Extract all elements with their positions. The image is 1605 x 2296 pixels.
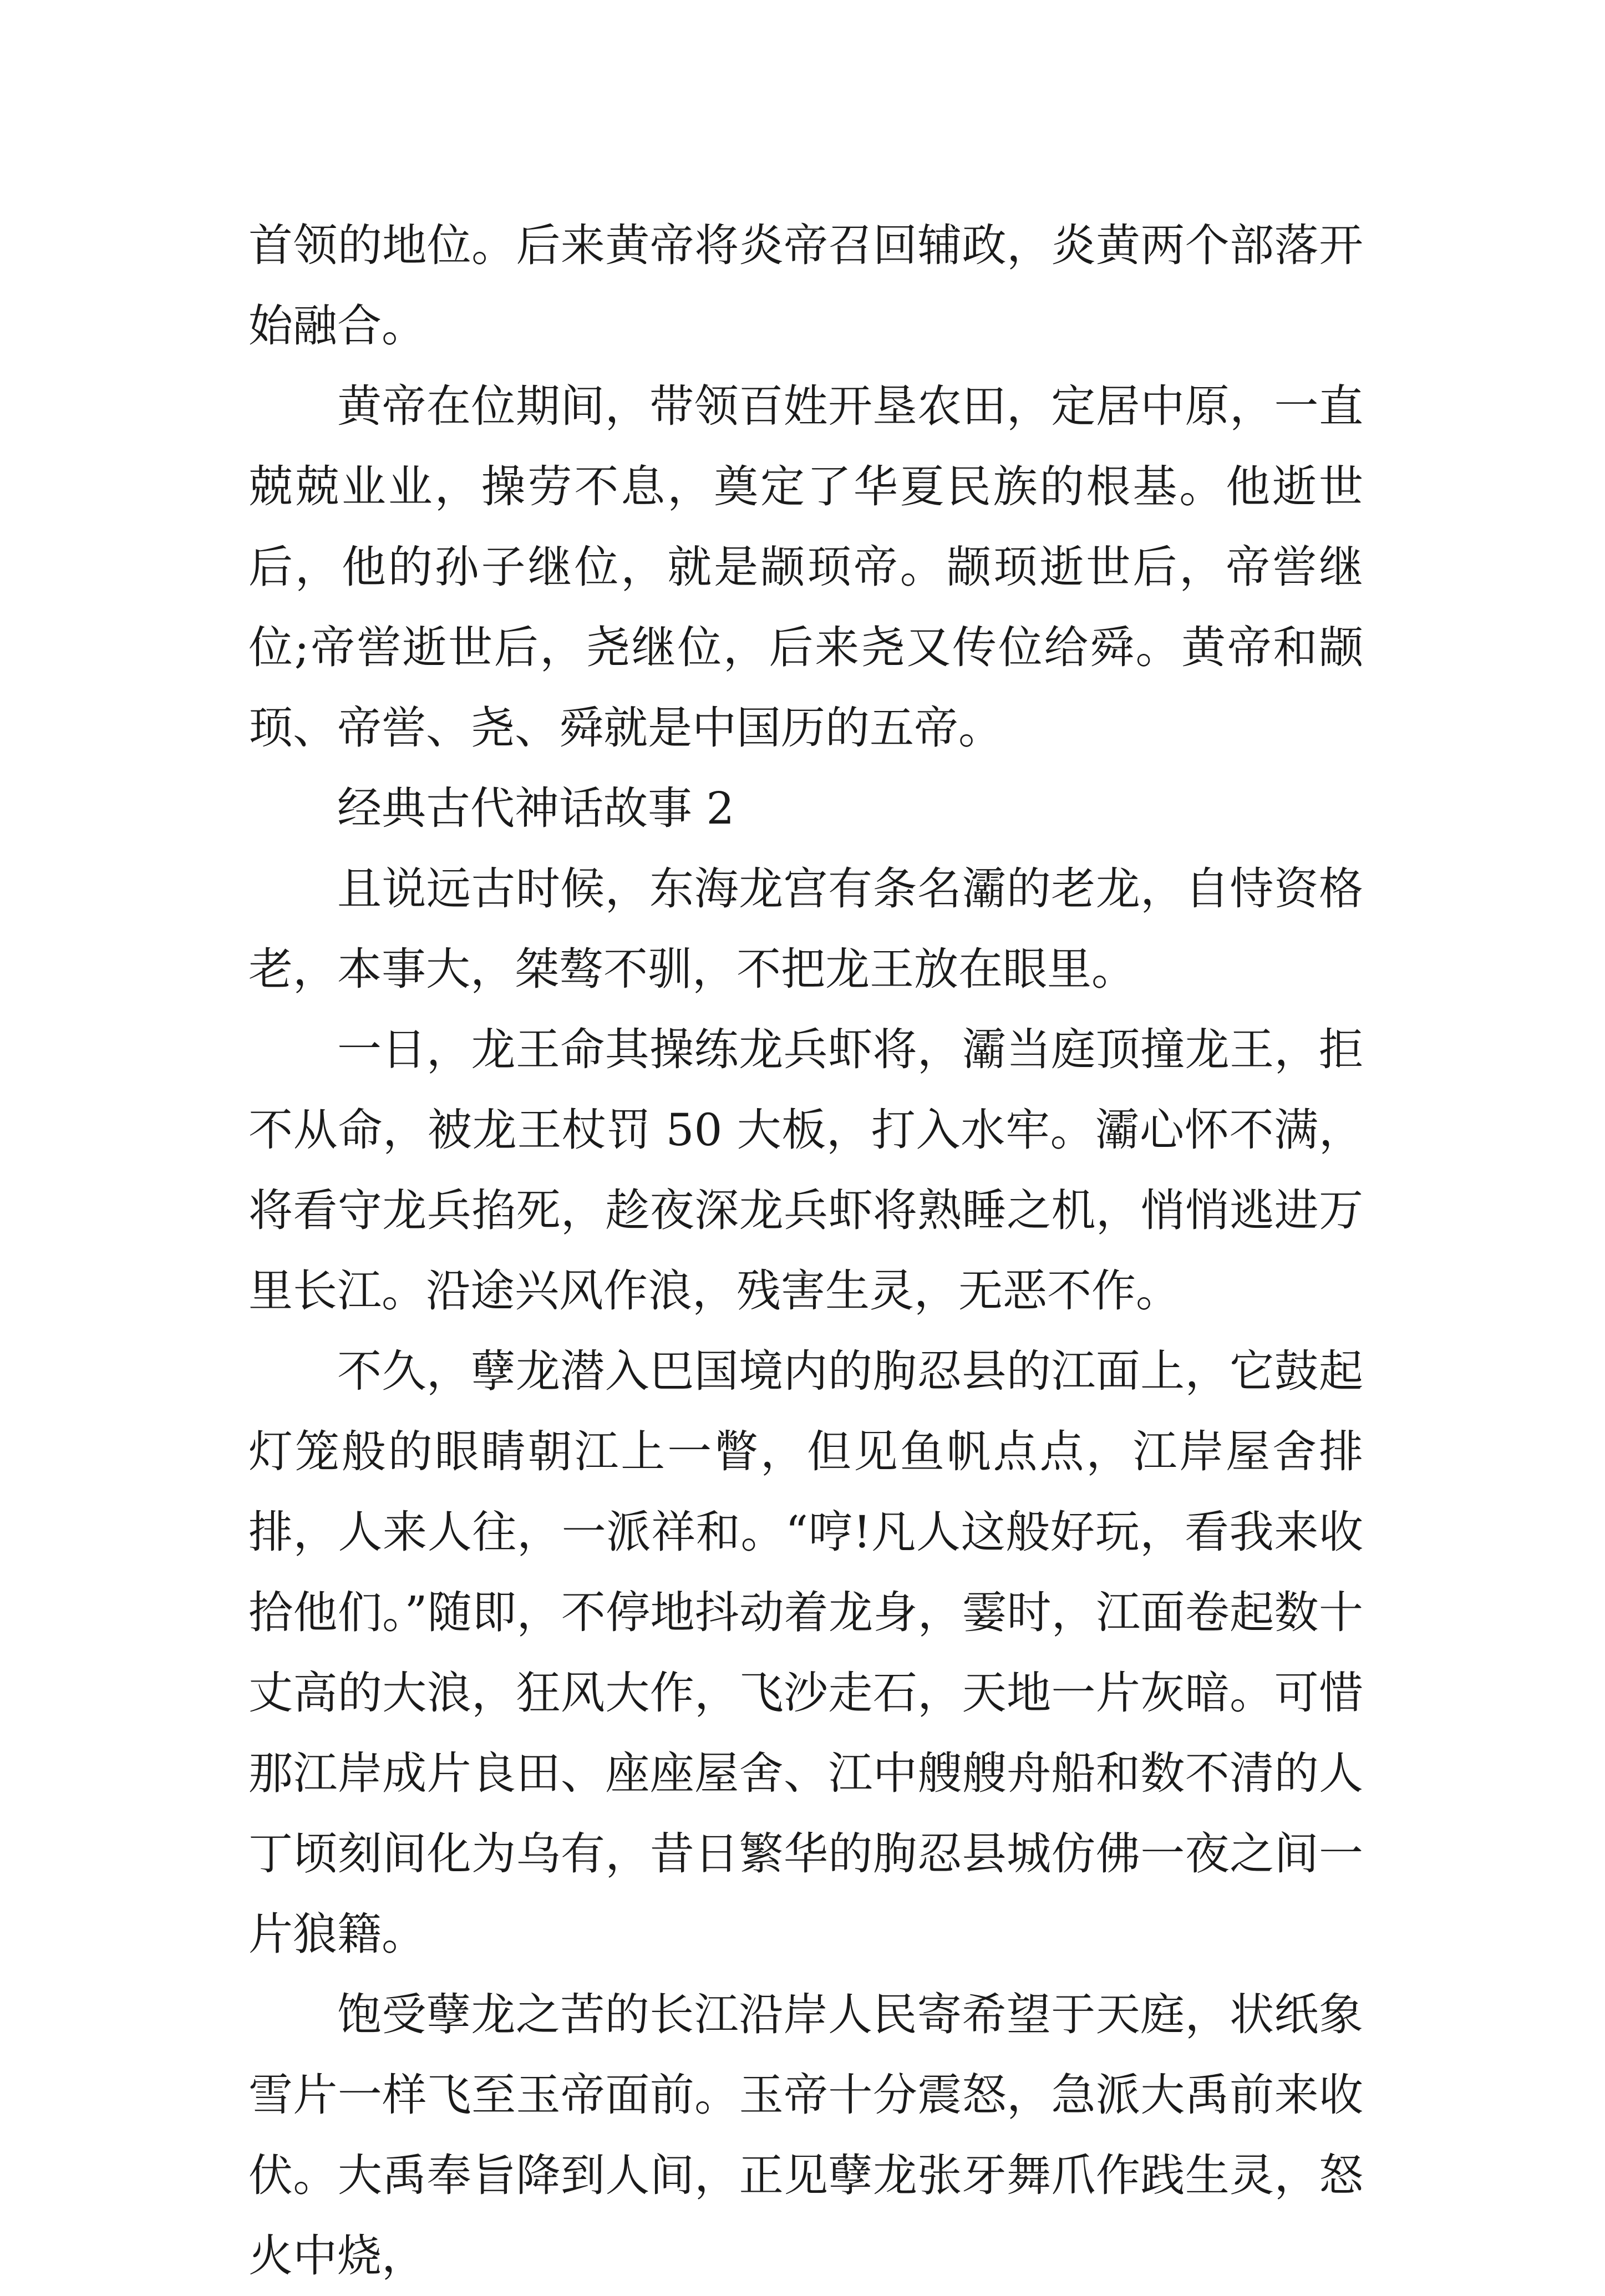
section-heading: 经典古代神话故事 2 [337,783,735,834]
document-body [248,205,1363,2296]
paragraph-old-dragon: 且说远古时候，东海龙宫有条名灞的老龙，自恃资格老，本事大，桀骜不驯，不把龙王放在眼里。 [248,863,1363,995]
paragraph-dragon-havoc: 不久，孽龙潜入巴国境内的朐忍县的江面上，它鼓起灯笼般的眼睛朝江上一瞥，但见鱼帆点点，江岸屋舍排排，人来人往，一派祥和。“哼!凡人这般好玩，看我来收拾他们。”随即，不停地抖动着龙身，霎时，江面卷起数十丈高的大浪，狂风大作，飞沙走石，天地一片灰暗。可惜那江岸成片良田、座座屋舍、江中艘艘舟船和数不清的人丁顷刻间化为乌有，昔日繁华的朐忍县城仿佛一夜之间一片狼籍。 [248,1345,1363,1960]
paragraph-continuation: 首领的地位。后来黄帝将炎帝召回辅政，炎黄两个部落开始融合。 [248,220,1363,352]
paragraph-dayu-sent: 饱受孽龙之苦的长江沿岸人民寄希望于天庭，状纸象雪片一样飞至玉帝面前。玉帝十分震怒，急派大禹前来收伏。大禹奉旨降到人间，正见孽龙张牙舞爪作践生灵，怒火中烧， [248,1989,1363,2282]
paragraph-dragon-escape: 一日，龙王命其操练龙兵虾将，灞当庭顶撞龙王，拒不从命，被龙王杖罚 50 大板，打入水牢。灞心怀不满，将看守龙兵掐死，趁夜深龙兵虾将熟睡之机，悄悄逃进万里长江。沿途兴风作浪，残害生灵，无恶不作。 [248,1024,1363,1317]
paragraph-huangdi-reign: 黄帝在位期间，带领百姓开垦农田，定居中原，一直兢兢业业，操劳不息，奠定了华夏民族的根基。他逝世后，他的孙子继位，就是颛顼帝。颛顼逝世后，帝喾继位;帝喾逝世后，尧继位，后来尧又传位给舜。黄帝和颛顼、帝喾、尧、舜就是中国历的五帝。 [248,380,1363,754]
